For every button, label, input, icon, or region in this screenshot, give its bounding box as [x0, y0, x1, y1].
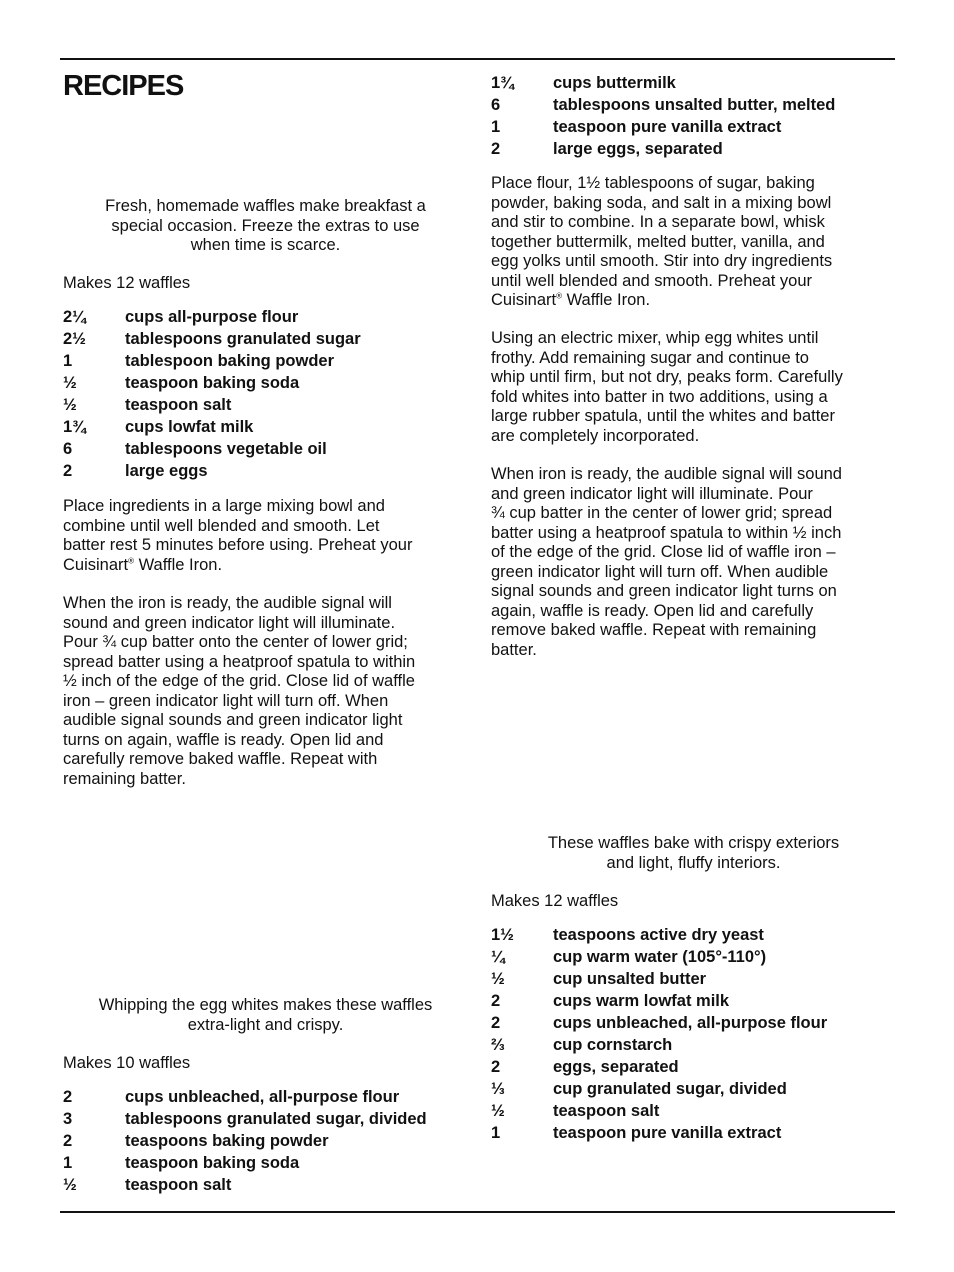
ingredient-amount: 1½: [491, 926, 514, 944]
ingredient-amount: ½: [63, 1176, 77, 1194]
step-line: sound and green indicator light will illuminate.: [63, 613, 396, 632]
ingredient-row: [491, 1078, 896, 1100]
recipe1-intro: [63, 197, 468, 256]
ingredient-row: [491, 924, 896, 946]
top-rule: [60, 58, 895, 60]
ingredient-row: [491, 1122, 896, 1144]
ingredient-row: [491, 1100, 896, 1122]
ingredient-row: [63, 1130, 468, 1152]
step-line: frothy. Add remaining sugar and continue to: [491, 348, 809, 367]
ingredient-item: teaspoons baking powder: [125, 1132, 329, 1150]
recipe3-intro: [491, 834, 896, 873]
ingredient-amount: ½: [63, 396, 77, 414]
step-line: remaining batter.: [63, 769, 186, 788]
step-line: turns on again, waffle is ready. Open lid and: [63, 730, 384, 749]
ingredient-row: [63, 394, 468, 416]
ingredient-amount: 6: [491, 96, 501, 114]
ingredient-row: [491, 72, 896, 94]
brand-tail: Waffle Iron.: [562, 291, 651, 309]
ingredient-item: teaspoon salt: [125, 1176, 232, 1194]
ingredient-amount: 2¼: [63, 308, 86, 326]
intro-line: These waffles bake with crispy exteriors: [547, 834, 840, 852]
step-line: of the edge of the grid. Close lid of waffle iron –: [491, 543, 836, 561]
step-line: carefully remove baked waffle. Repeat with: [63, 750, 378, 768]
recipe3-ingredient-list: [491, 924, 896, 1144]
intro-line: Fresh, homemade waffles make breakfast a: [105, 197, 426, 215]
ingredient-amount: 1: [63, 352, 73, 370]
recipe1-yield: Makes 12 waffles: [63, 274, 191, 292]
ingredient-item: tablespoons granulated sugar: [125, 330, 361, 348]
step-line: remove baked waffle. Repeat with remaining: [491, 621, 817, 639]
ingredient-amount: 2: [63, 462, 73, 480]
ingredient-amount: 2: [63, 1132, 73, 1150]
step-line: and stir to combine. In a separate bowl, whisk: [491, 213, 825, 231]
ingredient-item: cup warm water (105°-110°): [553, 948, 767, 966]
page-title: RECIPES: [63, 70, 184, 102]
step-line: powder, baking soda, and salt in a mixing bowl: [491, 193, 832, 212]
ingredient-row: [491, 946, 896, 968]
ingredient-item: tablespoons vegetable oil: [125, 440, 327, 458]
step-line: Place ingredients in a large mixing bowl and: [63, 497, 385, 515]
ingredient-amount: 1¾: [63, 418, 86, 436]
ingredient-item: tablespoon baking powder: [125, 352, 335, 370]
intro-line: special occasion. Freeze the extras to use: [111, 216, 420, 235]
ingredient-amount: 2: [491, 1014, 501, 1032]
step-line: Using an electric mixer, whip egg whites until: [491, 329, 819, 347]
step-line: [491, 291, 896, 311]
ingredient-row: [63, 1086, 468, 1108]
ingredient-row: [491, 990, 896, 1012]
step-line: [63, 556, 468, 576]
ingredient-item: cups lowfat milk: [125, 418, 254, 436]
ingredient-item: tablespoons granulated sugar, divided: [125, 1110, 427, 1128]
ingredient-row: [491, 1056, 896, 1078]
registered-mark: ®: [556, 291, 563, 301]
bottom-rule: [60, 1211, 895, 1213]
step-line: ½ inch of the edge of the grid. Close lid of waffle: [63, 672, 415, 690]
ingredient-item: cups all-purpose flour: [125, 308, 299, 326]
ingredient-amount: ½: [491, 970, 505, 988]
ingredient-item: teaspoon salt: [125, 396, 232, 414]
ingredient-amount: 2: [491, 992, 501, 1010]
ingredient-item: cups buttermilk: [553, 74, 676, 92]
recipe1-step1: [63, 497, 468, 575]
step-line: batter using a heatproof spatula to within ½ inch: [491, 523, 842, 542]
intro-line: when time is scarce.: [190, 236, 341, 254]
ingredient-row: [491, 1034, 896, 1056]
step-line: signal sounds and green indicator light turns on: [491, 582, 837, 600]
step-line: When iron is ready, the audible signal will sound: [491, 465, 842, 483]
ingredient-item: large eggs: [125, 462, 208, 480]
step-line: iron – green indicator light will turn off. When: [63, 691, 389, 710]
step-line: whip until firm, but not dry, peaks form. Carefully: [491, 368, 843, 386]
ingredient-row: [491, 116, 896, 138]
ingredient-amount: 2: [491, 140, 501, 158]
step-line: together buttermilk, melted butter, vanilla, and: [491, 232, 825, 251]
ingredient-row: [491, 138, 896, 160]
intro-line: extra-light and crispy.: [187, 1015, 344, 1034]
intro-line: and light, fluffy interiors.: [606, 853, 781, 872]
ingredient-row: [63, 306, 468, 328]
step-line: batter rest 5 minutes before using. Preheat your: [63, 536, 413, 554]
ingredient-item: teaspoon baking soda: [125, 374, 300, 392]
ingredient-amount: 3: [63, 1110, 73, 1128]
step-line: batter.: [491, 640, 537, 659]
ingredient-row: [491, 94, 896, 116]
ingredient-amount: 2: [63, 1088, 73, 1106]
registered-mark: ®: [128, 556, 135, 565]
ingredient-row: [63, 350, 468, 372]
step-line: green indicator light will turn off. When audible: [491, 562, 829, 581]
ingredient-item: cup unsalted butter: [553, 970, 707, 988]
ingredient-item: teaspoon pure vanilla extract: [553, 118, 782, 136]
step-line: large rubber spatula, until the whites and batter: [491, 407, 835, 425]
step-line: Pour ¾ cup batter onto the center of lower grid;: [63, 633, 408, 651]
ingredient-amount: ⅓: [491, 1080, 505, 1098]
ingredient-item: cup cornstarch: [553, 1036, 673, 1054]
step-line: until well blended and smooth. Preheat your: [491, 271, 813, 290]
step-line: are completely incorporated.: [491, 426, 700, 445]
ingredient-item: teaspoons active dry yeast: [553, 926, 764, 944]
recipe3-yield: Makes 12 waffles: [491, 892, 619, 910]
ingredient-amount: 1¾: [491, 74, 514, 92]
ingredient-item: large eggs, separated: [553, 140, 723, 158]
recipe1-ingredient-list: [63, 306, 468, 482]
step-line: spread batter using a heatproof spatula to within: [63, 652, 416, 671]
brand-name: Cuisinart: [491, 291, 557, 309]
ingredient-amount: 2½: [63, 330, 86, 348]
intro-line: Whipping the egg whites makes these waffles: [98, 996, 433, 1014]
ingredient-row: [491, 968, 896, 990]
recipe2-step1: [491, 174, 896, 311]
ingredient-amount: ¼: [491, 948, 505, 966]
ingredient-row: [63, 1174, 468, 1196]
recipe1-step2: [63, 594, 468, 789]
brand-tail: Waffle Iron.: [134, 555, 223, 574]
step-line: egg yolks until smooth. Stir into dry ingredients: [491, 252, 833, 270]
step-line: again, waffle is ready. Open lid and carefully: [491, 601, 814, 620]
ingredient-row: [63, 416, 468, 438]
step-line: Place flour, 1½ tablespoons of sugar, baking: [491, 174, 815, 192]
ingredient-row: [491, 1012, 896, 1034]
ingredient-amount: 6: [63, 440, 73, 458]
recipe2-intro: [63, 996, 468, 1035]
step-line: audible signal sounds and green indicator light: [63, 711, 403, 729]
ingredient-row: [63, 460, 468, 482]
ingredient-item: cups unbleached, all-purpose flour: [125, 1088, 400, 1106]
ingredient-amount: 1: [63, 1154, 73, 1172]
ingredient-row: [63, 438, 468, 460]
ingredient-amount: 2: [491, 1058, 501, 1076]
ingredient-item: tablespoons unsalted butter, melted: [553, 96, 836, 114]
recipe2-step3: [491, 465, 896, 660]
ingredient-row: [63, 1152, 468, 1174]
recipe2-step2: [491, 329, 896, 446]
step-line: combine until well blended and smooth. Let: [63, 516, 380, 535]
step-line: fold whites into batter in two additions, using a: [491, 387, 828, 406]
ingredient-amount: ⅔: [491, 1036, 505, 1054]
recipe2-ingredient-list-continued: [491, 72, 896, 160]
ingredient-row: [63, 372, 468, 394]
ingredient-item: cup granulated sugar, divided: [553, 1080, 787, 1098]
ingredient-item: cups warm lowfat milk: [553, 992, 730, 1010]
ingredient-item: teaspoon pure vanilla extract: [553, 1124, 782, 1142]
ingredient-item: eggs, separated: [553, 1058, 679, 1076]
ingredient-row: [63, 328, 468, 350]
step-line: and green indicator light will illuminate. Pour: [491, 484, 813, 503]
ingredient-amount: 1: [491, 1124, 501, 1142]
ingredient-row: [63, 1108, 468, 1130]
step-line: When the iron is ready, the audible signal will: [63, 594, 392, 612]
ingredient-item: teaspoon salt: [553, 1102, 660, 1120]
ingredient-item: teaspoon baking soda: [125, 1154, 300, 1172]
recipe2-yield: Makes 10 waffles: [63, 1054, 191, 1072]
recipe2-ingredient-list: [63, 1086, 468, 1196]
step-line: ¾ cup batter in the center of lower grid; spread: [491, 504, 833, 522]
ingredient-amount: ½: [491, 1102, 505, 1120]
ingredient-amount: ½: [63, 374, 77, 392]
recipe1-intro-text: [63, 197, 468, 256]
ingredient-item: cups unbleached, all-purpose flour: [553, 1014, 828, 1032]
ingredient-amount: 1: [491, 118, 501, 136]
brand-name: Cuisinart: [63, 555, 129, 574]
